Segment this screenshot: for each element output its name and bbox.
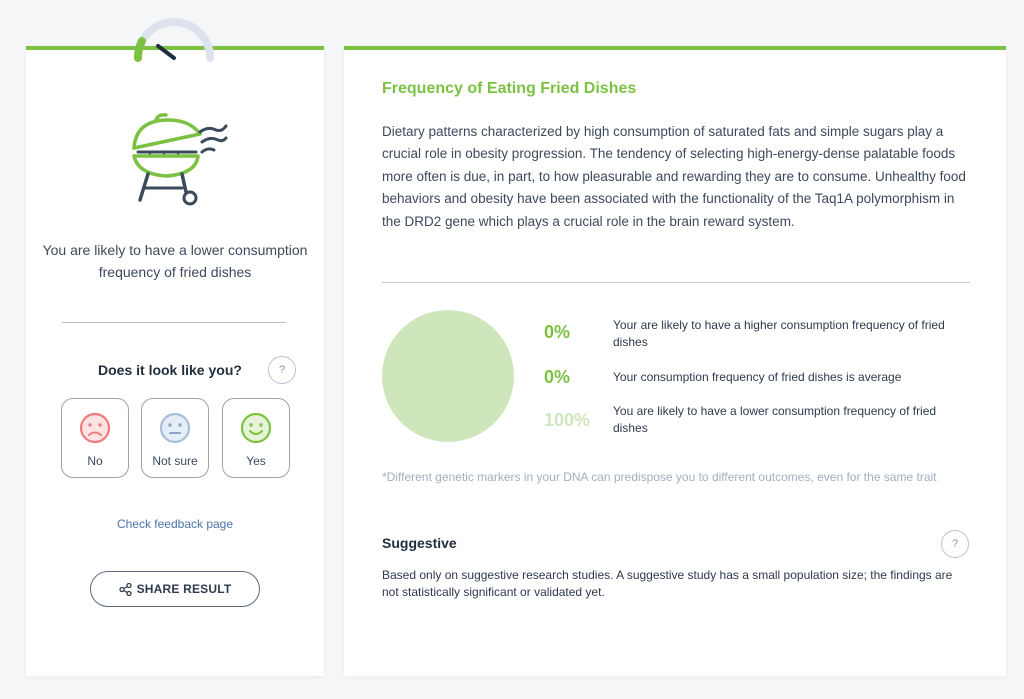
share-icon: [119, 583, 132, 596]
outcome-percent-average: 0%: [544, 367, 571, 387]
sad-face-icon: [78, 411, 112, 445]
share-result-label: SHARE RESULT: [136, 582, 232, 596]
feedback-option-label: Yes: [246, 454, 266, 468]
grill-icon: [128, 112, 228, 208]
outcome-pie-chart: [382, 310, 514, 442]
outcome-text-average: Your consumption frequency of fried dishes is average: [613, 370, 902, 384]
trait-description: Dietary patterns characterized by high consumption of saturated fats and simple sugars play a crucial role in obesity progression. The tendency of selecting high-energy-dense palatable foods more often is due, in part, to how pleasurable and rewarding they are to consume. Unhealthy food behaviors and obesity have been associated with the functionality of the Taq1A polymorphism in the DRD2 gene which plays a crucial role in the brain reward system.: [382, 124, 966, 229]
share-result-button[interactable]: [90, 571, 260, 607]
feedback-help-button[interactable]: ?: [268, 356, 296, 384]
gauge-icon: [128, 14, 220, 64]
feedback-not-sure-button[interactable]: [141, 398, 209, 478]
result-summary: You are likely to have a lower consumption frequency of fried dishes: [42, 242, 308, 280]
feedback-yes-button[interactable]: [222, 398, 290, 478]
outcome-text-lower: You are likely to have a lower consumption frequency of fried dishes: [613, 404, 937, 435]
neutral-face-icon: [158, 411, 192, 445]
divider: [382, 282, 970, 283]
pie-slice-lower-frequency: [382, 310, 514, 442]
outcome-percent-higher: 0%: [544, 322, 571, 342]
feedback-option-label: Not sure: [152, 454, 198, 468]
feedback-question: Does it look like you?: [98, 362, 242, 378]
outcome-percent-lower: 100%: [544, 410, 591, 430]
divider: [62, 322, 286, 323]
evidence-help-button[interactable]: ?: [941, 530, 969, 558]
feedback-option-label: No: [87, 454, 103, 468]
genetic-disclaimer: *Different genetic markers in your DNA can predispose you to different outcomes, even for the same trait: [382, 470, 937, 484]
trait-title: Frequency of Eating Fried Dishes: [382, 80, 637, 97]
evidence-level-title: Suggestive: [382, 535, 457, 551]
check-feedback-link[interactable]: Check feedback page: [116, 517, 234, 531]
outcome-text-higher: Your are likely to have a higher consumption frequency of fried dishes: [613, 318, 945, 349]
evidence-level-description: Based only on suggestive research studies. A suggestive study has a small population size; the findings are not statistically significant or validated yet.: [382, 568, 953, 599]
feedback-no-button[interactable]: [61, 398, 129, 478]
happy-face-icon: [239, 411, 273, 445]
